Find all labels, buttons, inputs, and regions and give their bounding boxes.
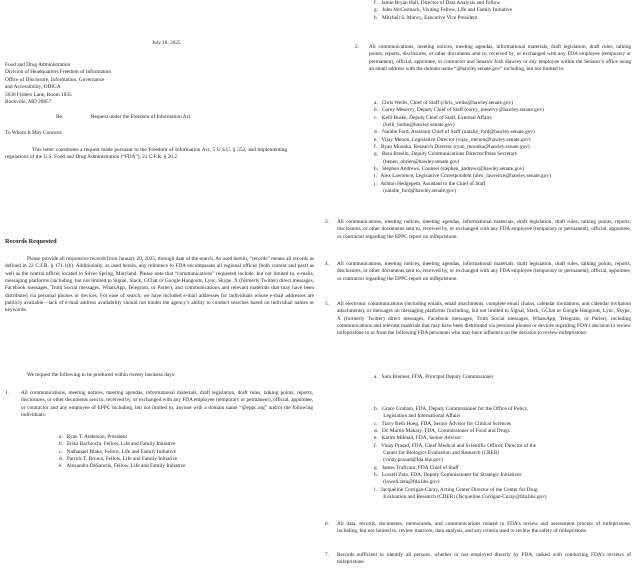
list-item: h. Lowell Zeta, FDA, Deputy Commissioner for Strategic Initiatives	[374, 472, 522, 479]
records-definition-paragraph: Please provide all responsive records from January 20, 2025, through date of the search. As used herein, “records” means all records as defined in 22 C.F.R. § 171.1(b). Additionally, as used herein, any reference to FDA encompasses all regional offices (both current and past) as well as the central offices located in Silver Spring, Maryland. Please note that “communications” requested include, but not limited to, e-mails, messaging platforms (including, but not limited to Signal, Slack, GChat or Google Hangouts, Lync, Skype, X (formerly Twitter) direct messages, Facebook messages, Truth Social messages, WhatsApp, Telegram, or Parler), and communications and relevant materials that may have been distributed via personal phones or devices. For ease of search, we have included e-mail addresses for individuals whose e-mail addresses are publicly available—lack of e-mail address availability should not hinder the agency’s ability to conduct searches based on individual names or keywords.	[5, 256, 314, 314]
list-item: i. Alex Lawrence, Legislative Correspondent (alex_lawrence@hawley.senate.gov)	[374, 173, 551, 180]
list-item: a. Ryan T. Anderson, President	[59, 434, 128, 440]
list-item: g. Bera Breslin, Deputy Communications Director/Press Secretary	[374, 151, 518, 158]
list-item: j. Ashton Hedgepeth, Assistant to the Chief of Staff	[374, 180, 486, 187]
list-item: Evaluation and Research (CDER) (Jacqueline.Corrigan-Curay@fda.hhs.gov)	[374, 494, 547, 501]
salutation: To Whom It May Concern:	[5, 130, 63, 136]
list-item: b. Erika Bachiochi, Fellow, Life and Family Initiative	[59, 441, 176, 448]
list-item: d. Dr. Martin Makary, FDA, Commissioner of Food and Drugs	[374, 428, 510, 435]
list-item: b. Grace Graham, FDA, Deputy Commissioner for the Office of Policy,	[374, 406, 529, 412]
list-item: (lowell.zeta@fda.hhs.gov)	[374, 479, 440, 486]
list-item: e. Karim Mikhail, FDA, Senior Advisor	[374, 435, 462, 442]
list-item: h. Stephen Andrews, Counsel (stephen_andrews@hawley.senate.gov)	[374, 166, 525, 173]
item-number: 1.	[5, 390, 9, 396]
list-item: h. Mitchell S. Muncy, Executive Vice President	[374, 14, 478, 21]
item-number: 3.	[325, 219, 329, 225]
list-item: a. Sara Brenner, FDA, Principal Deputy Commissioner	[374, 374, 494, 380]
hawley-staff-list	[374, 100, 551, 195]
list-item: e. Alexandra DeSanctis, Fellow, Life and Family Initiative	[59, 463, 186, 470]
item-number: 6.	[325, 521, 329, 527]
letter-page-2	[320, 0, 640, 573]
list-item: Legislation and International Affairs	[374, 413, 461, 420]
list-item: g. John McCormack, Visiting Fellow, Life and Family Initiative	[374, 7, 512, 14]
list-item: c. Kelli Burke, Deputy Chief of Staff, External Affairs	[374, 114, 492, 121]
list-item: a. Chris Weihs, Chief of Staff (chris_weihs@hawley.senate.gov)	[374, 100, 513, 106]
list-item: d. Natalie Ford, Assistant Chief of Staff (natalie_ford@hawley.senate.gov)	[374, 129, 535, 136]
list-item: (vinay.prasad@fda.hhs.gov)	[374, 457, 443, 464]
list-item: (natalie_ford@hawley.senate.gov)	[374, 188, 457, 195]
item-number: 2.	[355, 44, 359, 50]
address-line: and Accessibility, ODIGA	[5, 84, 61, 91]
item-text: All communications, meeting notices, meeting agendas, informational materials, draft legislation, draft rules, talking points, reports, disclosures, or other documents sent to, received by, or exchanged with any FDA employee (temporary or permanent), official, appointee, or contractor and Senator Josh Hawley or any employee within the Senator’s office using an email address with the domain name “@hawley.senate.gov” including, but not limited to:	[369, 44, 631, 73]
address-line: Division of Headquarters Freedom of Information	[5, 69, 112, 76]
fda-personnel-list	[374, 406, 547, 501]
list-item: c. Tracy Beth Hoeg, FDA, Senior Advisor for Clinical Sciences	[374, 420, 512, 427]
address-line: 5630 Fishers Lane, Room 1035	[5, 91, 72, 98]
item-text: All communications, meeting notices, meeting agendas, informational materials, draft legislation, draft rules, talking points, reports, disclosures, or other documents sent to, received by, or exchanged with any FDA employee (temporary or permanent), official, appointee, or contractor regarding the EPPC report on mifepristone.	[337, 261, 631, 282]
item-number: 7.	[325, 552, 329, 558]
list-item: g. James Traficant, FDA Chief of Staff	[374, 464, 459, 471]
re-subject: Request under the Freedom of Information Act	[91, 114, 191, 120]
letter-date: July 18, 2025	[152, 40, 181, 46]
item-text: All communications, meeting notices, meeting agendas, informational materials, draft legislation, draft rules, talking points, reports, disclosures, or other documents sent to, received by, or exchanged with any FDA employee (temporary or permanent), official, appointee, or contractor regarding the EPPC report on mifepristone.	[337, 219, 631, 240]
timeline-paragraph: We request the following to be produced within twenty business days:	[27, 372, 176, 378]
list-item: (benen_obrien@hawley.senate.gov)	[374, 158, 460, 165]
item-text: All data, records, documents, memoranda, and communications related to FDA’s review and assessment process of mifepristone, including, but not limited to, review matrices, data analysis, and any criteria used to review the safety of mifepristone.	[337, 521, 631, 535]
intro-paragraph: This letter constitutes a request made pursuant to the Freedom of Information Act, 5 U.S.C. § 552, and implementing regulations of the U.S. Food and Drug Administration (“FDA”), 21 C.F.R. § 20.2.	[5, 147, 287, 161]
item-text: All communications, meeting notices, meeting agendas, informational materials, draft legislation, draft rules, talking points, reports, disclosures, or other documents sent to, received by, or exchanged with any FDA employee (temporary or permanent), official, appointee, or contractor and any employee of EPPC including, but not limited to, anyone with a domain name “@eppc.org” and/or the following individuals:	[21, 390, 313, 419]
list-item: b. Corey Meservy, Deputy Chief of Staff (corey_meservy@hawley.senate.gov)	[374, 107, 544, 114]
list-item: i. Jacqueline Corrigan-Curay, Acting Center Director of the Center for Drug	[374, 486, 538, 493]
list-item: e. Vijay Menon, Legislative Director (vijay_menon@hawley.senate.gov)	[374, 136, 531, 143]
address-line: Office of Disclosure, Information, Governance	[5, 76, 105, 83]
list-item: Center for Biologics Evaluation and Research (CBER)	[374, 450, 500, 457]
address-line: Rockville, MD 20857	[5, 99, 52, 105]
item-number: 5.	[325, 301, 329, 307]
list-item: c. Nathanael Blake, Fellow, Life and Family Initiative	[59, 448, 177, 455]
continued-list	[374, 0, 512, 22]
list-item: (kelli_burke@hawley.senate.gov)	[374, 122, 455, 129]
list-item: f. Vinay Prasad, FDA, Chief Medical and Scientific Officer, Director of the	[374, 442, 537, 449]
item-text: Records sufficient to identify all persons, whether or not employed directly by FDA, tasked with conducting FDA’s reviews of mifepristone.	[337, 552, 631, 566]
re-label: Re:	[56, 114, 64, 120]
item-text: All electronic communications (including emails, email attachments, complete email chains, calendar invitations, and calendar invitation attachments), or messages on messaging platforms (including, but not limited to Signal, Slack, GChat or Google Hangouts, Lync, Skype, X (formerly Twitter) direct messages, Facebook messages, Truth Social messages, WhatsApp, Telegram, or Parler), including communications and relevant materials that may have been distributed via personal phones or devices regarding FDA’s decision to review mifepristone to or from the following FDA personnel who may have influence on the decision to review mifepristone:	[337, 301, 631, 337]
list-item: f. Jamie Bryan Hall, Director of Data Analysis and Fellow	[374, 0, 501, 6]
list-item: d. Patrick T. Brown, Fellow, Life and Family Initiative	[59, 456, 178, 463]
list-item: f. Ryan Moonka, Research Director (ryan_moonka@hawley.senate.gov)	[374, 144, 530, 151]
item-number: 4.	[325, 261, 329, 267]
address-line: Food and Drug Administration	[5, 62, 71, 68]
section-heading: Records Requested	[5, 238, 57, 245]
individuals-list	[59, 434, 185, 471]
